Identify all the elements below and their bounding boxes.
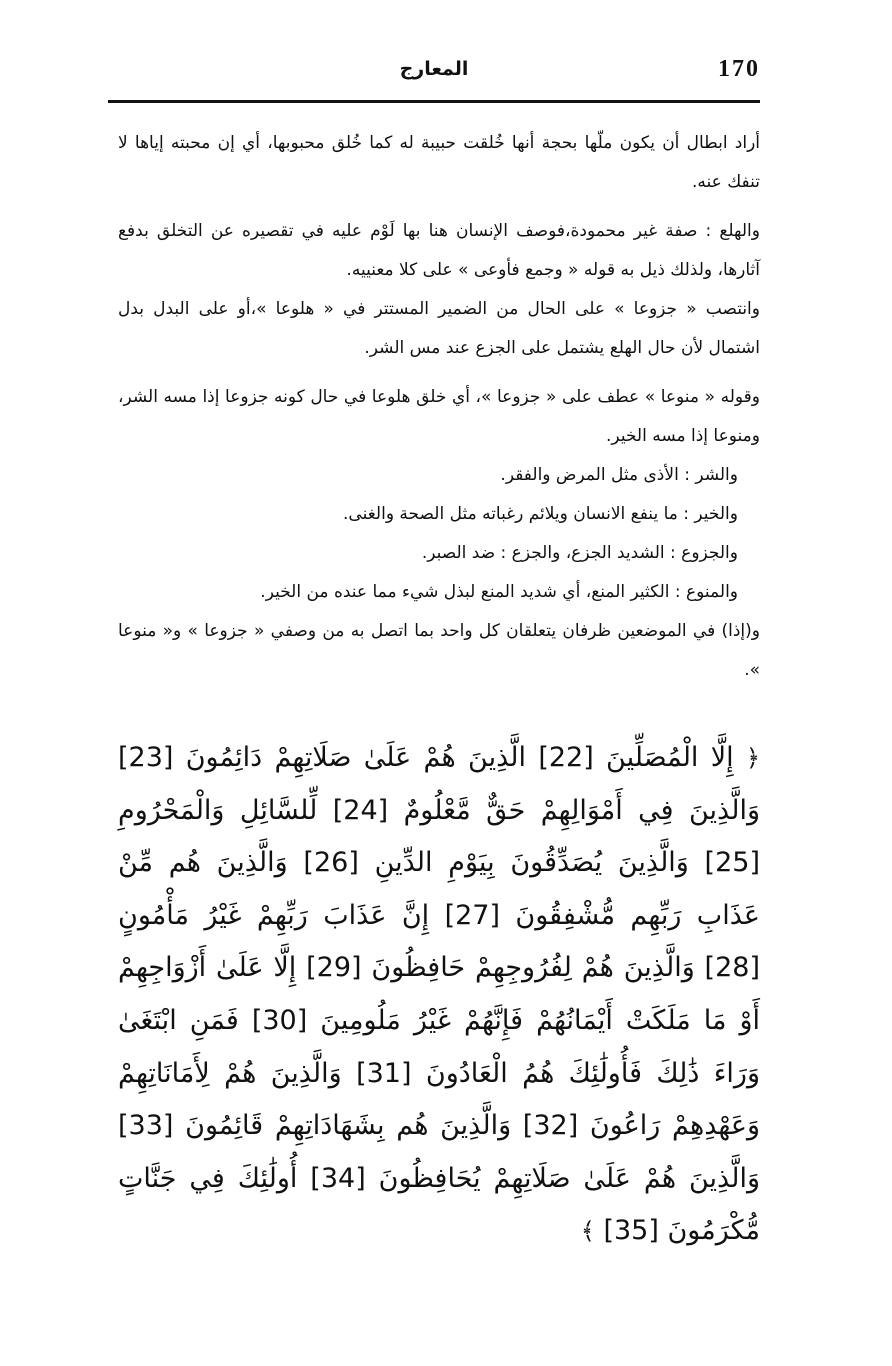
page-number: 170 xyxy=(718,56,760,82)
definition-line: والخير : ما ينفع الانسان ويلائم رغباته مثل الصحة والغنى. xyxy=(343,504,738,524)
ornate-bracket-close-icon: ﴾ xyxy=(580,1217,595,1246)
page-header xyxy=(108,52,760,102)
running-title: المعارج xyxy=(399,58,469,80)
definition-line: والمنوع : الكثير المنع، أي شديد المنع لبذل شيء مما عنده من الخير. xyxy=(260,582,738,602)
commentary-text xyxy=(118,124,760,690)
definition-line: والجزوع : الشديد الجزع، والجزع : ضد الصبر. xyxy=(421,543,738,563)
quran-verses xyxy=(118,732,760,1258)
closing-paragraph: و(إذا) في الموضعين ظرفان يتعلقان كل واحد بما اتصل به من وصفي « جزوعا » و« منوعا ». xyxy=(118,621,760,680)
verse-block xyxy=(118,732,760,1258)
definition-line: والشر : الأذى مثل المرض والفقر. xyxy=(500,465,738,485)
paragraph: وانتصب « جزوعا » على الحال من الضمير المستتر في « هلوعا »،أو على البدل بدل اشتمال لأن حال الهلع يشتمل على الجزع عند مس الشر. xyxy=(118,299,760,358)
paragraph: والهلع : صفة غير محمودة،فوصف الإنسان هنا بها لَوْم عليه في تقصيره عن التخلق بدفع آثارها، ولذلك ذيل به قوله « وجمع فأوعى » على كلا معنييه. xyxy=(118,221,760,280)
header-divider xyxy=(108,100,760,103)
paragraph: وقوله « منوعا » عطف على « جزوعا »، أي خلق هلوعا في حال كونه جزوعا إذا مسه الشر، ومنوعا إذا مسه الخير. xyxy=(118,387,760,446)
ornate-bracket-open-icon: ﴿ xyxy=(745,744,760,772)
verse-text: إِلَّا الْمُصَلِّينَ [22] الَّذِينَ هُمْ عَلَىٰ صَلَاتِهِمْ دَائِمُونَ [23] وَالَّذِينَ فِي أَمْوَالِهِمْ حَقٌّ مَّعْلُومٌ [24] لِّلسَّائِلِ وَالْمَحْرُومِ [25] وَالَّذِينَ يُصَدِّقُونَ بِيَوْمِ الدِّينِ [26] وَالَّذِينَ هُم مِّنْ عَذَابِ رَبِّهِم مُّشْفِقُونَ [27] إِنَّ عَذَابَ رَبِّهِمْ غَيْرُ مَأْمُونٍ [28] وَالَّذِينَ هُمْ لِفُرُوجِهِمْ حَافِظُونَ [29] إِلَّا عَلَىٰ أَزْوَاجِهِمْ أَوْ مَا مَلَكَتْ أَيْمَانُهُمْ فَإِنَّهُمْ غَيْرُ مَلُومِينَ [30] فَمَنِ ابْتَغَىٰ وَرَاءَ ذَٰلِكَ فَأُولَٰئِكَ هُمُ الْعَادُونَ [31] وَالَّذِينَ هُمْ لِأَمَانَاتِهِمْ وَعَهْدِهِمْ رَاعُونَ [32] وَالَّذِينَ هُم بِشَهَادَاتِهِمْ قَائِمُونَ [33] وَالَّذِينَ هُمْ عَلَىٰ صَلَاتِهِمْ يُحَافِظُونَ [34] أُولَٰئِكَ فِي جَنَّاتٍ مُّكْرَمُونَ [35] xyxy=(118,742,761,1247)
paragraph: أراد ابطال أن يكون ملّها بحجة أنها خُلقت حبيبة له كما خُلق محبوبها، أي إن محبته إياها لا تنفك عنه. xyxy=(118,133,760,192)
